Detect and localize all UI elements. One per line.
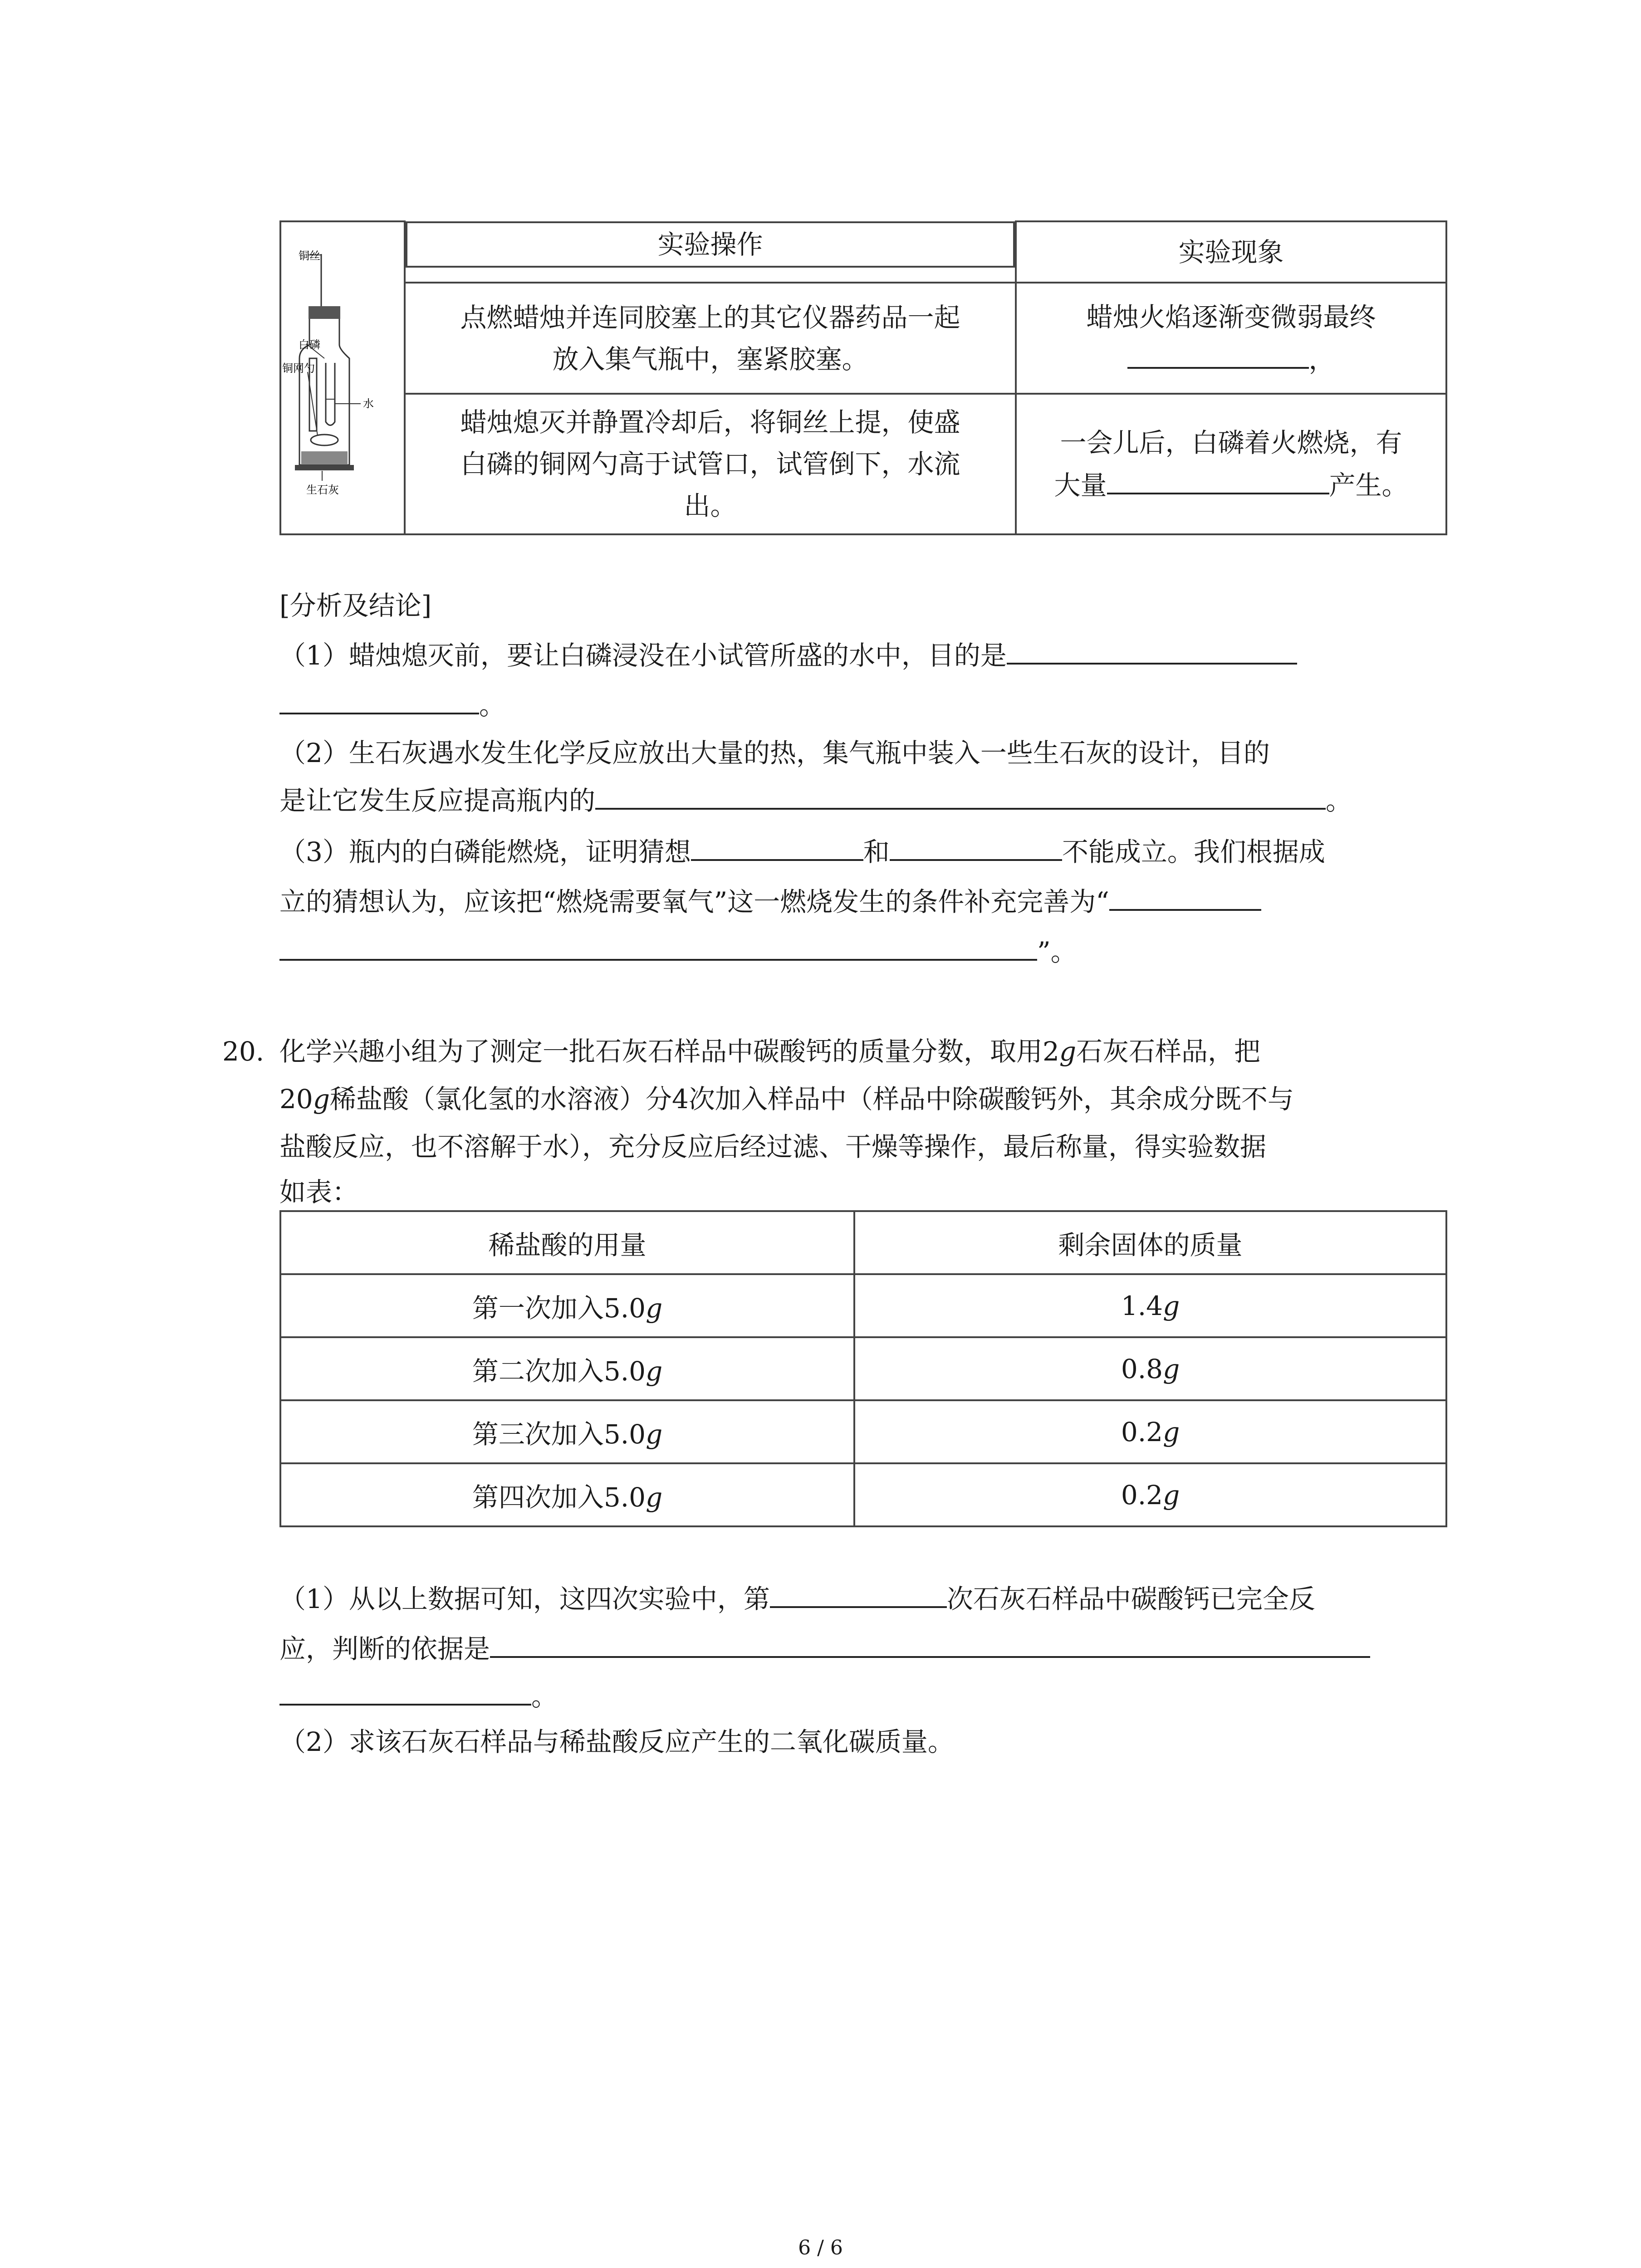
blank-q20-1b[interactable]: [490, 1627, 1370, 1658]
label-quicklime: 生石灰: [306, 484, 339, 496]
analysis-q2-end: 。: [1326, 785, 1352, 816]
blank-q3-c[interactable]: [1109, 880, 1261, 911]
unit-g: g: [646, 1418, 663, 1450]
mass-cell: [854, 1463, 1446, 1526]
analysis-q2-line1: （2）生石灰遇水发生化学反应放出大量的热，集气瓶中装入一些生石灰的设计，目的: [279, 738, 1270, 768]
q20-line1-a: 化学兴趣小组为了测定一批石灰石样品中碳酸钙的质量分数，取用2: [279, 1036, 1059, 1067]
acid-value: 第四次加入5.0: [472, 1481, 646, 1513]
analysis-q3-end: ”。: [1037, 936, 1077, 967]
row2-phenomenon-line1: 一会儿后，白磷着火燃烧，有: [1060, 427, 1402, 458]
mass-value: 1.4: [1121, 1290, 1163, 1321]
analysis-q3-part2: 不能成立。我们根据成: [1062, 836, 1325, 867]
blank-q20-1c[interactable]: [279, 1675, 531, 1706]
apparatus-diagram-cell: [280, 221, 405, 534]
q20-line4: 如表：: [279, 1177, 359, 1207]
label-copper-spoon: 铜网勺: [282, 362, 315, 375]
row2-operation-line3: 出。: [684, 490, 737, 521]
row1-phenomenon-line1: 蜡烛火焰逐渐变微弱最终: [1086, 301, 1376, 332]
q20-sub2: （2）求该石灰石样品与稀盐酸反应产生的二氧化碳质量。: [279, 1726, 954, 1757]
blank-q3-b[interactable]: [890, 830, 1062, 861]
row2-operation-line2: 白磷的铜网勺高于试管口，试管倒下，水流: [460, 449, 960, 479]
q20-sub1-line2: [279, 1626, 1370, 1672]
row1-operation-line1: 点燃蜡烛并连同胶塞上的其它仪器药品一起: [460, 302, 960, 333]
q20-sub1-a: （1）从以上数据可知，这四次实验中，第: [279, 1584, 770, 1614]
header-phenomenon-text: 实验现象: [1178, 236, 1284, 268]
analysis-q3-line2-text: 立的猜想认为，应该把“燃烧需要氧气”这一燃烧发生的条件补充完善为“: [279, 886, 1109, 917]
unit-g: g: [1163, 1290, 1180, 1321]
acid-value: 第三次加入5.0: [472, 1418, 646, 1450]
label-water: 水: [363, 397, 374, 410]
page-number: 6 / 6: [798, 2236, 843, 2259]
row1-phenomenon-end: ，: [1308, 344, 1335, 375]
blank-q1-b[interactable]: [279, 684, 479, 714]
mass-value: 0.8: [1121, 1353, 1163, 1384]
mass-value: 0.2: [1121, 1479, 1163, 1510]
row2-phenomenon: [1016, 394, 1446, 534]
q20-line2-b: 稀盐酸（氯化氢的水溶液）分4次加入样品中（样品中除碳酸钙外，其余成分既不与: [329, 1084, 1294, 1114]
analysis-q1-text: （1）蜡烛熄灭前，要让白磷浸没在小试管所盛的水中，目的是: [279, 640, 1007, 671]
q20-line1-b: 石灰石样品，把: [1076, 1036, 1261, 1067]
acid-cell: [280, 1274, 854, 1337]
label-white-phosphorus: 白磷: [299, 338, 320, 351]
unit-g: g: [646, 1481, 663, 1513]
data-table: [279, 1210, 1447, 1527]
unit-g: g: [646, 1292, 663, 1324]
row1-phenomenon-line2: [1017, 338, 1445, 381]
blank-q2[interactable]: [595, 779, 1326, 810]
analysis-heading: [分析及结论]: [279, 590, 432, 621]
q20-line2-unit: g: [313, 1084, 330, 1114]
row1-phenomenon: [1016, 283, 1446, 394]
acid-cell: [280, 1463, 854, 1526]
analysis-q1-end: 。: [479, 690, 506, 721]
q20-line3: 盐酸反应，也不溶解于水），充分反应后经过滤、干燥等操作，最后称量，得实验数据: [279, 1131, 1267, 1162]
q20-number: 20.: [222, 1036, 265, 1067]
row2-phenomenon-start: 大量: [1054, 470, 1107, 501]
row2-operation-line1: 蜡烛熄灭并静置冷却后，将铜丝上提，使盛: [460, 407, 960, 438]
acid-cell: [280, 1337, 854, 1400]
blank-q3-a[interactable]: [691, 830, 863, 861]
row1-operation: [405, 283, 1016, 394]
header-acid-text: 稀盐酸的用量: [488, 1229, 647, 1261]
q20-sub1-b: 次石灰石样品中碳酸钙已完全反: [946, 1584, 1315, 1614]
blank-q1-a[interactable]: [1007, 634, 1297, 665]
analysis-q3-and: 和: [863, 836, 890, 867]
experiment-table: [279, 220, 1447, 533]
mass-cell: [854, 1400, 1446, 1463]
table-row: [280, 1274, 1446, 1337]
q20-line1-unit: g: [1059, 1036, 1077, 1067]
blank-row2-phenomenon[interactable]: [1107, 464, 1329, 494]
blank-row1-phenomenon[interactable]: [1127, 338, 1309, 369]
unit-g: g: [1163, 1479, 1180, 1510]
analysis-q3-line3: [279, 929, 1077, 974]
acid-value: 第一次加入5.0: [472, 1292, 646, 1324]
analysis-q2-line2: [279, 778, 1352, 823]
q20-sub1-line2-text: 应，判断的依据是: [279, 1633, 490, 1664]
header-mass-text: 剩余固体的质量: [1058, 1229, 1243, 1261]
blank-q3-d[interactable]: [279, 930, 1037, 961]
header-operation-text: 实验操作: [657, 229, 763, 260]
analysis-q1-line2: [279, 683, 505, 728]
header-phenomenon: [1016, 221, 1446, 283]
row2-phenomenon-line2: [1017, 464, 1445, 506]
table-row: [280, 1463, 1446, 1526]
unit-g: g: [646, 1355, 663, 1387]
analysis-q2-text: 是让它发生反应提高瓶内的: [279, 785, 596, 816]
mass-cell: [854, 1274, 1446, 1337]
q20-sub1-line3: [279, 1674, 558, 1719]
header-acid: [280, 1211, 854, 1274]
q20-sub1-end: 。: [531, 1681, 558, 1712]
q20-line2-a: 20: [279, 1084, 313, 1114]
row1-operation-line2: 放入集气瓶中，塞紧胶塞。: [552, 343, 868, 375]
q20-line1: [279, 1029, 1260, 1074]
label-copper-wire: 铜丝: [299, 249, 320, 262]
row2-operation: [405, 394, 1016, 534]
apparatus-diagram: [281, 222, 404, 533]
unit-g: g: [1163, 1353, 1180, 1384]
acid-value: 第二次加入5.0: [472, 1355, 646, 1387]
mass-cell: [854, 1337, 1446, 1400]
row2-phenomenon-end: 产生。: [1329, 470, 1408, 501]
q20-sub1-line1: [279, 1576, 1315, 1622]
acid-cell: [280, 1400, 854, 1463]
q20-line2: [279, 1076, 1294, 1122]
mass-value: 0.2: [1121, 1416, 1163, 1447]
analysis-q3-part1: （3）瓶内的白磷能燃烧，证明猜想: [279, 836, 691, 867]
unit-g: g: [1163, 1416, 1180, 1447]
analysis-q3-line2: [279, 879, 1261, 924]
analysis-q1-line1: [279, 633, 1297, 678]
header-operation: [406, 221, 1015, 268]
table-row: [280, 1337, 1446, 1400]
data-table-header: [280, 1211, 1446, 1274]
blank-q20-1a[interactable]: [770, 1577, 947, 1608]
header-mass: [854, 1211, 1446, 1274]
analysis-q3-line1: [279, 829, 1325, 875]
table-row: [280, 1400, 1446, 1463]
